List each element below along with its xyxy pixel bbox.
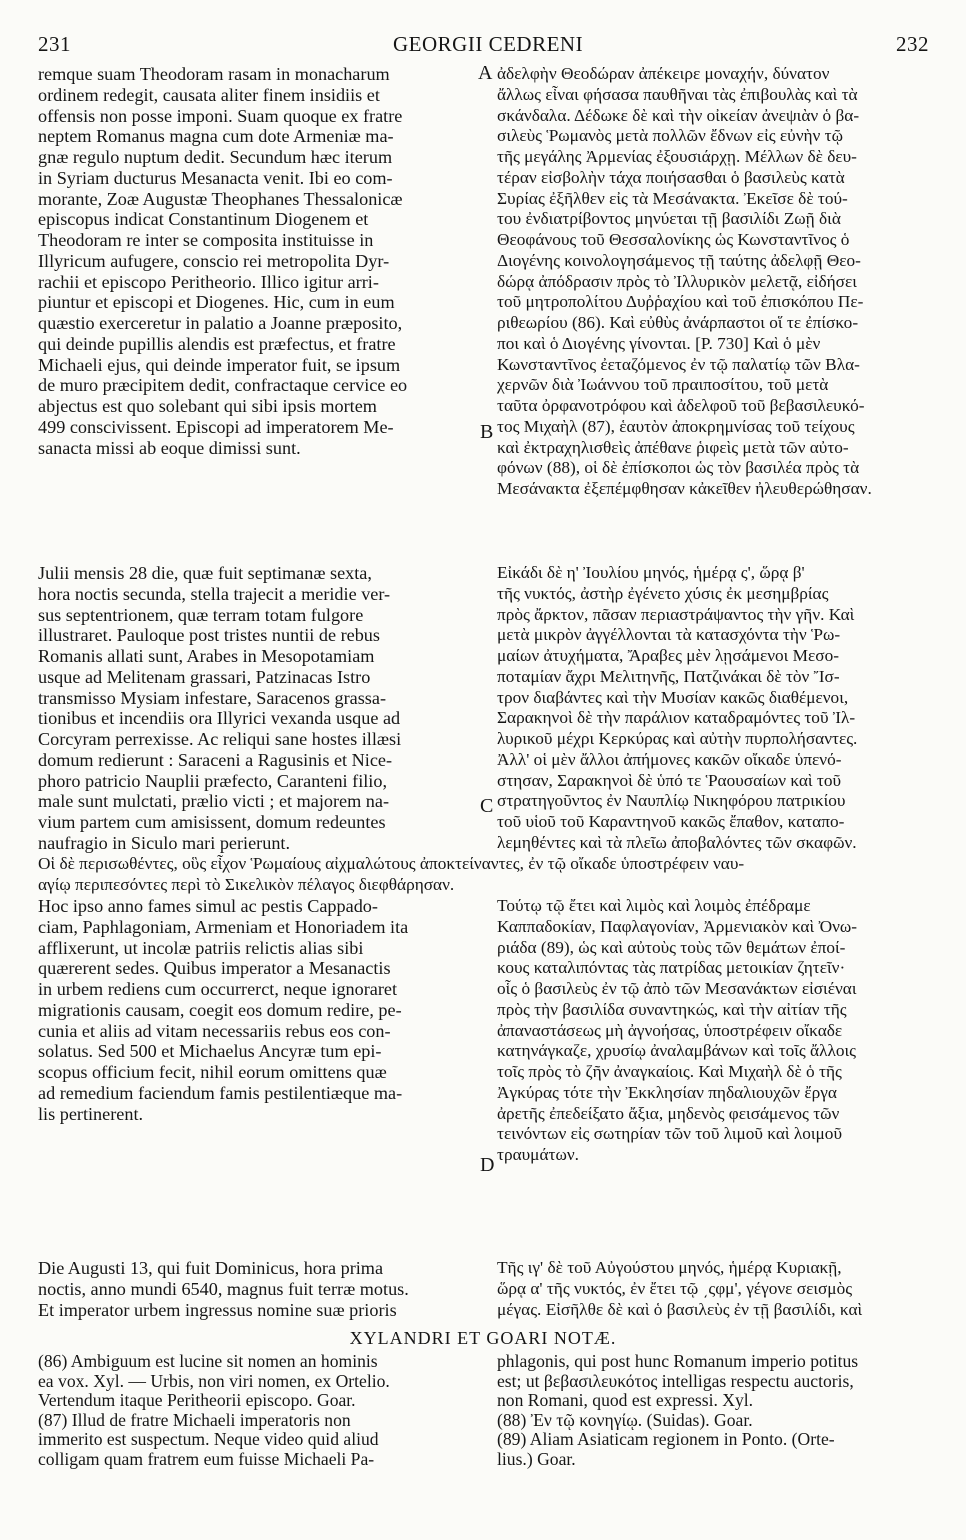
latin-text-line: domum redierunt : Saraceni a Ragusinis et Nice-	[38, 749, 393, 770]
greek-text-line: οἷς ὁ βασιλεὺς ἐν τῷ ἀπὸ τῶν Μεσανάκτων εἰσιέναι	[497, 979, 857, 998]
note-line: ea vox. Xyl. — Urbis, non viri nomen, ex Ortelio.	[38, 1370, 390, 1391]
latin-text-line: morante, Zoæ Augustæ Theophanes Thessalonicæ	[38, 188, 403, 209]
latin-text-line: ordinem redegit, causata aliter finem insidiis et	[38, 84, 380, 105]
greek-text-line: μαίων ἀτυχήματα, Ἄραβες μὲν λῃσάμενοι Μεσο-	[497, 646, 839, 665]
latin-text-line: cunia et aliis ad vitam necessariis rebus eos con-	[38, 1020, 391, 1041]
greek-text-line: στησαν, Σαρακηνοὶ δὲ ὑπό τε Ῥαουσαίων καὶ τοῦ	[497, 770, 842, 790]
greek-text-line: σκάνδαλα. Δέδωκε δὲ καὶ τὴν οἰκείαν ἀνεψιὰν ὁ βα-	[497, 105, 860, 125]
note-line: immerito est suspectum. Neque video quid aliud	[38, 1429, 379, 1450]
greek-text-line: ὥρᾳ α' τῆς νυκτός, ἐν ἔτει τῷ ͵ςφμ', γέγονε σεισμὸς	[497, 1278, 853, 1298]
latin-text-line: migrationis causam, coegit eos domum redire, pe-	[38, 999, 402, 1020]
greek-text-line: Ἀλλ' οἱ μὲν ἄλλοι ἀπήμονες κακῶν οἴκαδε ὑπενό-	[497, 749, 842, 769]
latin-text-line: abjectus est quo solebant qui sibi ipsis mortem	[38, 396, 377, 416]
greek-text-line: ποταμίαν ἄχρι Μελιτηνῆς, Πατζινάκαι δὲ τὸν Ἴσ-	[497, 666, 840, 686]
greek-text-line: τοῦ υἱοῦ τοῦ Καραντηνοῦ κακῶς ἔπαθον, καταπο-	[497, 812, 845, 831]
latin-text-line: usque ad Melitenam grassari, Patzinacas Istro	[38, 666, 371, 687]
latin-column-block-2	[38, 563, 401, 854]
note-line: (86) Ambiguum est lucine sit nomen an hominis	[38, 1351, 378, 1371]
latin-text-line: transmisso Mysiam infestare, Saracenos grassa-	[38, 687, 386, 708]
note-line: Vertendum itaque Peritheorii episcopo. Goar.	[38, 1390, 356, 1411]
greek-text-line: τοῦ μητροπολίτου Δυῤῥαχίου καὶ τοῦ ἐπισκόπου Πε-	[497, 292, 864, 312]
greek-text-line: Κωνσταντῖνος ἐεταζόμενος ἐν τῷ παλατίῳ τῶν Βλα-	[497, 354, 860, 374]
greek-text-line: λυρικοῦ μέχρι Κερκύρας καὶ αὐτὴν πυρπολήσαντες.	[497, 729, 858, 748]
latin-text-line: qui deinde pupillis alendis est præfectus, et fratre	[38, 333, 396, 354]
greek-text-line: τος Μιχαὴλ (87), ἑαυτὸν ἀποκρημνίσας τοῦ τείχους	[497, 416, 855, 436]
greek-text-line: κατηνάγκαζε, χρυσίῳ ἀναλαμβάνων καὶ τοῖς ἄλλοις	[497, 1041, 856, 1061]
note-line: (87) Illud de fratre Michaeli imperatoris non	[38, 1409, 351, 1430]
greek-text-line: ἀπαναστάσεως μὴ ἀγνοήσας, ὑποστρέφειν οἴκαδε	[497, 1020, 843, 1040]
full-width-greek-lines	[38, 854, 744, 896]
greek-text-line: λεμηθέντες καὶ τὰ πλεῖω ἀποβαλόντες τῶν σκαφῶν.	[497, 832, 857, 852]
margin-letter-c: C	[480, 795, 494, 817]
greek-text-line: σιλεὺς Ῥωμανὸς μετὰ πολλῶν ἔδνων εἰς εὐνὴν τῷ	[497, 126, 843, 146]
latin-text-line: scopus officium fecit, nihil eorum omittens quæ	[38, 1062, 387, 1082]
greek-text-line: μέγας. Εἰσῆλθε δὲ καὶ ὁ βασιλεὺς ἐν τῇ βασιλίδι, καὶ	[497, 1299, 863, 1319]
greek-text-line: του ἐνδιατρίβοντος μηνύεται τῇ βασιλίδι Ζωῇ διὰ	[497, 209, 841, 229]
latin-text-line: noctis, anno mundi 6540, magnus fuit terræ motus.	[38, 1278, 409, 1299]
greek-text-line: πρὸς ἄρκτον, πᾶσαν περιαστράψαντος τὴν γῆν. Καὶ	[497, 604, 855, 624]
greek-column-block-2	[497, 563, 857, 854]
greek-text-line: τῆς μεγάλης Ἀρμενίας ἐξουσιάρχῃ. Μέλλων δὲ δευ-	[497, 147, 857, 166]
latin-text-line: phoro patricio Nauplii præfecto, Caranteni filio,	[38, 770, 387, 791]
greek-text-line: Οἱ δὲ περισωθέντες, οὓς εἶχον Ῥωμαίους αἰχμαλώτους ἀποκτείναντες, ἐν τῷ οἴκαδε ὑποστρέφειν ναυ-	[38, 854, 745, 873]
greek-text-line: ταῦτα ὀρφανοτρόφου καὶ ἀδελφοῦ τοῦ βεβασιλευκό-	[497, 396, 865, 415]
latin-column-block-1	[38, 64, 407, 458]
greek-text-line: τοῖς πρὸς τὸ ζῆν ἀναγκαίοις. Καὶ Μιχαὴλ δὲ ὁ τῆς	[497, 1062, 842, 1081]
page-number-right: 232	[896, 32, 929, 56]
greek-text-line: τεινόντων εἰς σωτηρίαν τῶν τοῦ λιμοῦ καὶ λοιμοῦ	[497, 1124, 843, 1144]
latin-text-line: hora noctis secunda, stella trajecit a meridie ver-	[38, 583, 391, 604]
greek-text-line: Σαρακηνοὶ δὲ τὴν παράλιον καταδραμόντες τοῦ Ἰλ-	[497, 708, 856, 728]
latin-column-block-4	[38, 1258, 409, 1320]
latin-text-line: Corcyram perrexisse. Ac reliqui sane hostes illæsi	[38, 729, 402, 749]
note-line: non Romani, quod est expressi. Xyl.	[497, 1390, 754, 1411]
latin-text-line: solatus. Sed 500 et Michaelus Ancyræ tum epi-	[38, 1041, 382, 1062]
running-title: GEORGII CEDRENI	[393, 32, 584, 56]
greek-text-line: Τῆς ιγ' δὲ τοῦ Αὐγούστου μηνός, ἡμέρᾳ Κυριακῇ,	[497, 1258, 842, 1277]
latin-text-line: quærerent sedes. Quibus imperator a Mesanactis	[38, 958, 391, 979]
latin-text-line: episcopus indicat Constantinum Diogenem et	[38, 209, 369, 230]
latin-text-line: in Syriam ducturus Mesanacta venit. Ibi eo com-	[38, 167, 393, 188]
greek-text-line: Μεσάνακτα ἐξεπέμφθησαν κἀκεῖθεν ἠλευθερώθησαν.	[497, 479, 872, 498]
note-line: lius.) Goar.	[497, 1448, 576, 1469]
greek-text-line: ριθεωρίου (86). Καὶ εὐθὺς ἀνάρπαστοι οἵ τε ἐπίσκο-	[497, 313, 859, 332]
greek-text-line: Εἰκάδι δὲ η' Ἰουλίου μηνός, ἡμέρᾳ ς', ὥρᾳ β'	[497, 563, 805, 582]
margin-letter-d: D	[480, 1154, 495, 1176]
latin-text-line: rachii et episcopo Peritheorio. Illico igitur arri-	[38, 271, 379, 292]
greek-text-line: καὶ ἐκτραχηλισθεὶς ἀπέθανε ῥιφεὶς μετὰ τῶν αὐτο-	[497, 437, 849, 457]
greek-text-line: φόνων (88), οἱ δὲ ἐπίσκοποι ὡς τὸν βασιλέα πρὸς τὰ	[497, 458, 860, 478]
latin-text-line: Romanis allati sunt, Arabes in Mesopotamiam	[38, 646, 375, 666]
latin-text-line: de muro præcipitem dedit, confractaque cervice eo	[38, 375, 408, 396]
latin-text-line: Et imperator urbem ingressus nomine suæ prioris	[38, 1299, 397, 1320]
greek-text-line: Τούτῳ τῷ ἔτει καὶ λιμὸς καὶ λοιμὸς ἐπέδραμε	[497, 896, 811, 915]
latin-text-line: male sunt mulctati, prælio victi ; et majorem na-	[38, 791, 390, 812]
latin-text-line: 499 conscivissent. Episcopi ad imperatorem Me-	[38, 416, 394, 437]
latin-text-line: Theodoram re inter se composita instituisse in	[38, 230, 374, 250]
latin-text-line: sus septentrionem, quæ terram totam fulgore	[38, 604, 364, 625]
greek-text-line: τέραν εἰσβολὴν τάχα ποιήσασθαι ὁ βασιλεὺς κατὰ	[497, 167, 845, 187]
greek-text-line: ἀρετῆς ἐπεδείξατο ἄξια, μηδενὸς φεισάμενος τῶν	[497, 1103, 840, 1123]
greek-text-line: πρὸς τὴν βασιλίδα συναντηκώς, καὶ τὴν αἰτίαν τῆς	[497, 999, 847, 1019]
greek-text-line: Συρίας ἐξῆλθεν εἰς τὰ Μεσάνακτα. Ἐκεῖσε δὲ τού-	[497, 188, 848, 208]
greek-text-line: δώρᾳ ἀπόδρασιν πρὸς τὸ Ἰλλυρικὸν μελετᾷ, εἰδήσει	[497, 271, 857, 291]
note-line: est; ut βεβασιλευκότος intelligas respectu auctoris,	[497, 1370, 854, 1391]
latin-text-line: neptem Romanus magna cum dote Armeniæ ma-	[38, 126, 394, 147]
latin-text-line: piuntur et episcopi et Diogenes. Hic, cum in eum	[38, 292, 395, 313]
latin-text-line: quæstio exerceretur in palatio a Joanne præposito,	[38, 313, 403, 333]
greek-text-line: τραυμάτων.	[497, 1145, 579, 1164]
latin-text-line: naufragio in Siculo mari perierunt.	[38, 832, 291, 853]
page-number-left: 231	[38, 32, 71, 56]
margin-letter-b: B	[480, 421, 494, 443]
latin-text-line: in urbem rediens cum occurrerct, neque ignoraret	[38, 979, 398, 999]
latin-text-line: Julii mensis 28 die, quæ fuit septimanæ sexta,	[38, 563, 372, 583]
latin-column-block-3	[38, 896, 408, 1124]
latin-text-line: Hoc ipso anno fames simul ac pestis Cappado-	[38, 896, 378, 916]
note-line: (88) Ἐν τῷ κονηγίῳ. (Suidas). Goar.	[497, 1409, 753, 1430]
note-line: colligam quam fratrem eum fuisse Michaeli Pa-	[38, 1448, 375, 1469]
greek-text-line: Θεοφάνους τοῦ Θεσσαλονίκης ὡς Κωνσταντῖνος ὁ	[497, 230, 850, 249]
latin-text-line: remque suam Theodoram rasam in monacharum	[38, 64, 390, 84]
latin-text-line: illustraret. Pauloque post tristes nuntii de rebus	[38, 625, 380, 646]
notes-heading: XYLANDRI ET GOARI NOTÆ.	[349, 1328, 617, 1348]
latin-text-line: Die Augusti 13, qui fuit Dominicus, hora prima	[38, 1258, 384, 1278]
greek-text-line: ἄλλως εἶναι φήσασα παυθῆναι τὰς ἐπιβουλὰς καὶ τὰ	[497, 84, 858, 104]
greek-text-line: τῆς νυκτός, ἀστὴρ ἐγένετο χύσις ἐκ μεσημβρίας	[497, 583, 829, 603]
greek-text-line: Καππαδοκίαν, Παφλαγονίαν, Ἀρμενιακὸν καὶ Ὀνω-	[497, 916, 858, 936]
greek-text-line: ποι καὶ ὁ Διογένης γίνονται. [P. 730] Καὶ ὁ μὲν	[497, 333, 821, 353]
greek-column-block-3	[497, 896, 857, 1166]
latin-text-line: sanacta missi ab eoque dimissi sunt.	[38, 437, 301, 458]
latin-text-line: offensis non posse imponi. Suam quoque ex fratre	[38, 105, 403, 126]
latin-text-line: vium partem cum amisissent, domum redeuntes	[38, 812, 386, 832]
greek-text-line: μετὰ μικρὸν ἀγγέλλονται τὰ κατασχόντα τὴν Ῥω-	[497, 625, 841, 645]
greek-text-line: Διογένης κοινολογησάμενος τῇ ταύτης ἀδελφῇ Θεο-	[497, 250, 861, 270]
greek-text-line: ριάδα (89), ὡς καὶ αὐτοὺς τοὺς τῶν θεμάτων ἐποί-	[497, 937, 846, 957]
greek-text-line: τρον διαβάντες καὶ τὴν Μυσίαν κακῶς διαθέμενοι,	[497, 687, 849, 707]
greek-text-line: στρατηγοῦντος ἐν Ναυπλίῳ Νικηφόρου πατρικίου	[497, 791, 846, 811]
note-line: (89) Aliam Asiaticam regionem in Ponto. (Orte-	[497, 1429, 835, 1450]
greek-text-line: κους καταλιπόντας τὰς πατρίδας μετοικίαν ζητεῖν·	[497, 958, 846, 978]
latin-text-line: lis pertinerent.	[38, 1103, 144, 1124]
note-line: phlagonis, qui post hunc Romanum imperio potitus	[497, 1351, 859, 1371]
notes-left-column	[38, 1352, 390, 1470]
greek-text-line: ἀδελφὴν Θεοδώραν ἀπέκειρε μοναχήν, δύνατον	[497, 64, 830, 83]
latin-text-line: tionibus et incendiis ora Illyrici vexanda usque ad	[38, 708, 401, 729]
greek-text-line: αγίῳ περιπεσόντες περὶ τὸ Σικελικὸν πέλαγος διεφθάρησαν.	[38, 874, 455, 894]
latin-text-line: ad remedium faciendum famis pestilentiæque ma-	[38, 1082, 403, 1103]
latin-text-line: Michaeli ejus, qui deinde imperator fuit, se ipsum	[38, 354, 401, 375]
latin-text-line: gnæ regulo nuptum dedit. Secundum hæc iterum	[38, 147, 393, 167]
greek-column-block-4	[497, 1258, 862, 1320]
latin-text-line: ciam, Paphlagoniam, Armeniam et Honoriadem ita	[38, 916, 409, 937]
margin-letter-a: A	[478, 62, 493, 84]
latin-text-line: Illyricum aufugere, conscio rei metropolita Dyr-	[38, 250, 390, 271]
greek-text-line: Ἀγκύρας τότε τὴν Ἐκκλησίαν πηδαλιουχῶν ἔργα	[497, 1082, 837, 1102]
notes-right-column	[497, 1352, 858, 1470]
greek-column-block-1	[497, 64, 872, 500]
greek-text-line: χερνῶν διὰ Ἰωάννου τοῦ πραιποσίτου, τοῦ μετὰ	[497, 375, 829, 395]
latin-text-line: afflixerunt, ut incolæ patriis relictis alias sibi	[38, 937, 364, 958]
